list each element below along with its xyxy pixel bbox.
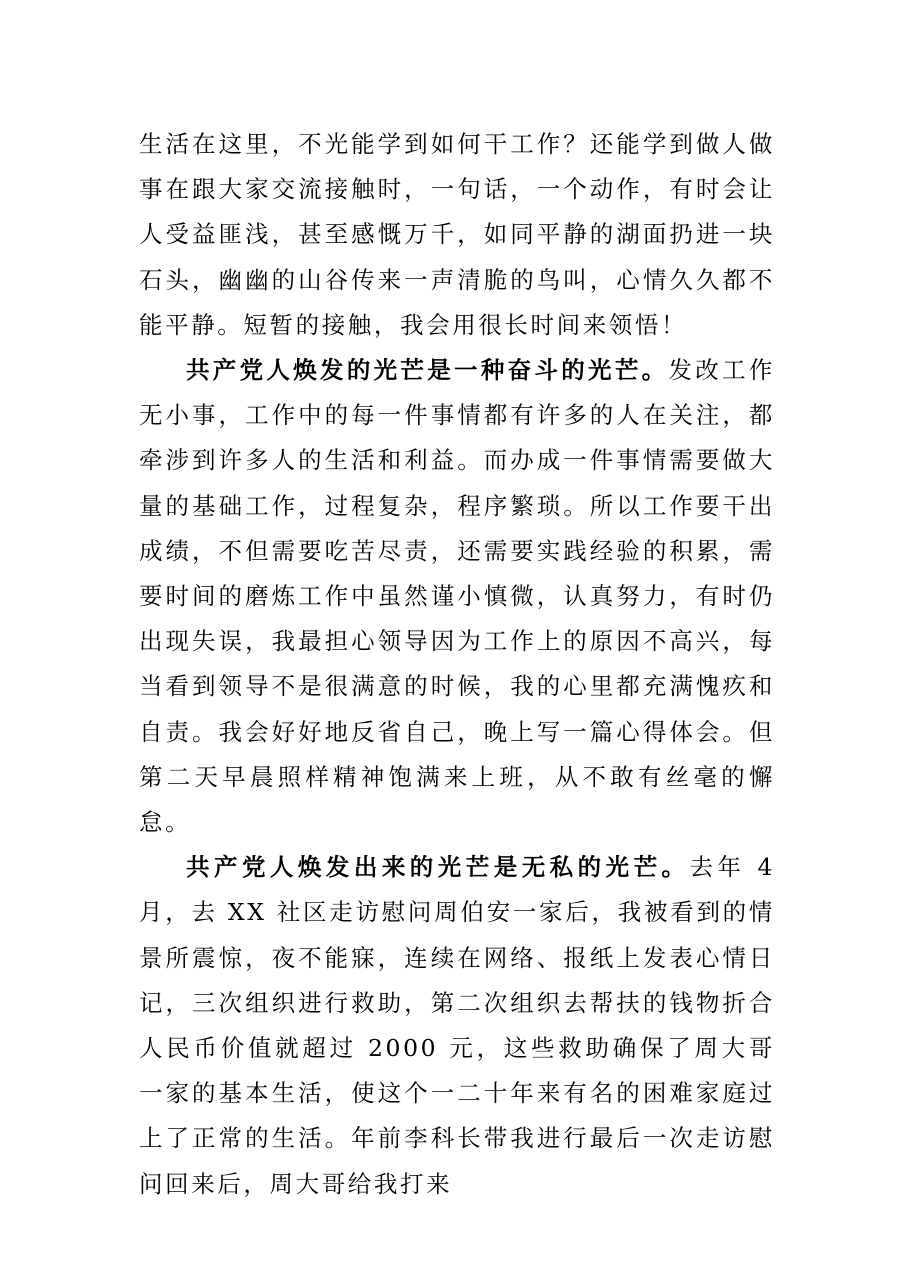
paragraph-1-text: 生活在这里，不光能学到如何干工作？还能学到做人做事在跟大家交流接触时，一句话，一个动作，有时会让人受益匪浅，甚至感慨万千，如同平静的湖面扔进一块石头，幽幽的山谷传来一声清脆的鸟叫，心情久久都不能平静。短暂的接触，我会用很长时间来领悟！ — [139, 130, 775, 339]
paragraph-1 — [139, 122, 775, 348]
paragraph-3-lead: 共产党人焕发出来的光芒是无私的光芒。 — [186, 853, 690, 882]
paragraph-2-text: 发改工作无小事，工作中的每一件事情都有许多的人在关注，都牵涉到许多人的生活和利益。而办成一件事情需要做大量的基础工作，过程复杂，程序繁琐。所以工作要干出成绩，不但需要吃苦尽责，还需要实践经验的积累，需要时间的磨炼工作中虽然谨小慎微，认真努力，有时仍出现失误，我最担心领导因为工作上的原因不高兴，每当看到领导不是很满意的时候，我的心里都充满愧疚和自责。我会好好地反省自己，晚上写一篇心得体会。但第二天早晨照样精神饱满来上班，从不敢有丝毫的懈怠。 — [139, 356, 775, 837]
paragraph-2-lead: 共产党人焕发的光芒是一种奋斗的光芒。 — [186, 356, 669, 385]
document-body — [139, 122, 775, 1207]
paragraph-3-text: 去年 4 月，去 XX 社区走访慰问周伯安一家后，我被看到的情景所震惊，夜不能寐，连续在网络、报纸上发表心情日记，三次组织进行救助，第二次组织去帮扶的钱物折合人民币价值就超过 2000 元，这些救助确保了周大哥一家的基本生活，使这个一二十年来有名的困难家庭过上了正常的生活。年前李科长带我进行最后一次走访慰问回来后，周大哥给我打来 — [139, 853, 775, 1198]
paragraph-2 — [139, 348, 775, 845]
paragraph-3 — [139, 845, 775, 1207]
